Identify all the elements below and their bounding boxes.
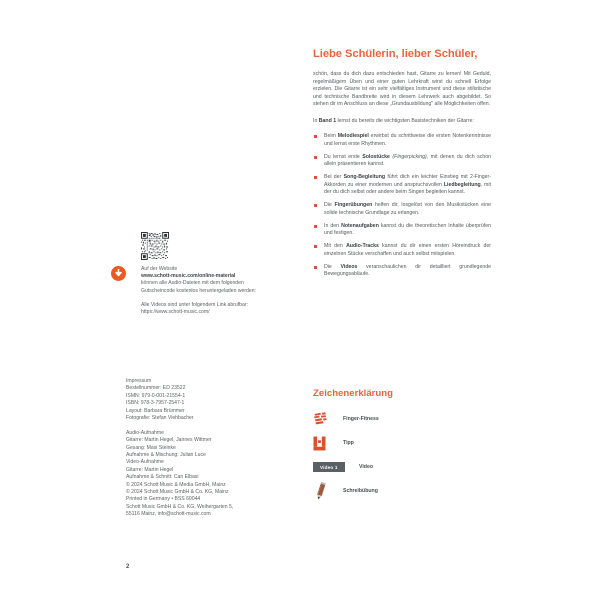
- list-item: [313, 133, 491, 148]
- website-line1: Auf der Website: [141, 266, 178, 272]
- copyright-line: © 2024 Schott Music GmbH & Co. KG, Mainz: [126, 489, 229, 496]
- page-title: Liebe Schülerin, lieber Schüler,: [313, 48, 478, 60]
- list-item-text: Beim: [324, 133, 338, 139]
- list-item-text: (Fingerpicking): [389, 153, 427, 160]
- download-arrow-icon: [111, 266, 126, 281]
- pencil-icon: [313, 481, 343, 501]
- list-item-text: Solostücke: [362, 153, 390, 160]
- impressum-line: ISMN: 979-0-001-21554-1: [126, 392, 186, 399]
- list-item-text: Die: [324, 202, 335, 208]
- list-item-text: kannst du die theoretischen Inhalte überprüfen und festigen.: [324, 222, 492, 236]
- audio-line: Aufnahme & Mischung: Julian Luce: [126, 452, 206, 459]
- video-line: Gitarre: Martin Hegel: [126, 466, 174, 473]
- online-material-block: [126, 232, 294, 316]
- list-item-text: Du lernst erste: [324, 153, 363, 160]
- impressum-block: [126, 378, 294, 519]
- impressum-line: Layout: Barbara Brümmer: [126, 407, 185, 414]
- list-item-text: Fingerübungen: [334, 202, 373, 208]
- video-badge: Video 1: [313, 462, 345, 471]
- list-item-text: Liedbegleitung: [443, 181, 481, 188]
- left-column: [126, 232, 294, 518]
- list-item-text: Notenaufgaben: [341, 222, 379, 229]
- list-item-text: Die: [324, 263, 341, 270]
- list-item-text: Melodiespiel: [337, 133, 369, 139]
- audio-line: Gesang: Maxi Steinke: [126, 444, 176, 451]
- video-heading: Video-Aufnahme: [126, 459, 164, 466]
- legend-item-schreibuebung: [313, 480, 503, 502]
- list-item-text: veranschaulichen dir detailliert grundlegende Bewegungsabläufe.: [324, 263, 491, 277]
- website-line3: können alle Audio-Dateien mit dem folgenden: [141, 280, 244, 287]
- text-gap: [126, 422, 294, 429]
- legend-title: Zeichenerklärung: [313, 388, 393, 399]
- legend-label: Schreibübung: [343, 488, 378, 494]
- legend-label: Finger-Fitness: [343, 416, 379, 422]
- list-item-text: führt dich ein leichter Einstieg mit 2-Finger-Akkorden zu einer modernen und anspruchsvollen: [324, 174, 491, 188]
- list-item: [313, 264, 491, 279]
- list-item: [313, 223, 491, 238]
- list-item-text: Audio-Tracks: [346, 243, 379, 249]
- list-item-text: Bei der: [324, 174, 344, 180]
- list-item-text: , mit der du dich selbst oder andere beim Singen begleiten kannst.: [324, 181, 491, 195]
- online-material-text: [141, 266, 296, 316]
- lead-suffix: lernst du bereits die wichtigsten Basistechniken der Gitarre:: [336, 117, 474, 124]
- videos-url[interactable]: https://www.schott-music.com/: [141, 309, 210, 316]
- copyright-line: 55116 Mainz, info@schott-music.com: [126, 511, 211, 518]
- list-item-text: erwirbst du schrittweise die ersten Notenkenntnisse und lernst erste Rhythmen.: [324, 133, 491, 147]
- lead-bold: Band 1: [318, 117, 337, 124]
- impressum-line: Bestellnummer: ED 23522: [126, 385, 186, 392]
- intro-paragraph: schön, dass du dich dazu entschieden hast, Gitarre zu lernen! Mit Geduld, regelmäßigem Üben und einer guten Lehrkraft wirst du schnell Erfolge erzielen. Die Gitarre ist ein sehr vielfältiges Instrument und diese stilistische und technische Bandbreite wird in diesem Lehrwerk auch abgebildet. So stehen dir im Anschluss an diese „Grundausbildung" alle Möglichkeiten offen.: [313, 71, 491, 107]
- impressum-line: ISBN: 978-3-7957-2547-1: [126, 400, 185, 407]
- list-item: [313, 154, 491, 169]
- legend-section: [313, 388, 503, 504]
- legend-label: Tipp: [343, 440, 354, 446]
- copyright-line: © 2024 Schott Music & Media GmbH, Mainz: [126, 481, 226, 488]
- tipp-bulb-icon: [313, 436, 343, 451]
- lead-prefix: In: [313, 117, 319, 124]
- copyright-line: Schott Music GmbH & Co. KG, Weihergarten 5,: [126, 503, 234, 510]
- qr-code: [141, 232, 169, 260]
- list-item: [313, 174, 491, 197]
- finger-fitness-hand-icon: [313, 412, 343, 426]
- list-item-text: kannst du dir einen ersten Höreindruck der einzelnen Stücke verschaffen und auch selbst mitspielen.: [324, 243, 492, 257]
- list-item-text: Videos: [340, 263, 358, 270]
- website-url[interactable]: www.schott-music.com/online-material: [141, 273, 236, 280]
- page-number: 2: [126, 564, 130, 570]
- feature-bullet-list: [313, 133, 491, 279]
- legend-item-video: [313, 456, 503, 478]
- list-item-text: Mit den: [324, 243, 347, 249]
- lead-paragraph: [313, 118, 491, 126]
- audio-line: Gitarre: Martin Hegel, Jannes Wittmer: [126, 437, 212, 444]
- legend-label: Video: [359, 464, 374, 470]
- video-badge-icon: [313, 462, 359, 471]
- list-item: [313, 202, 491, 217]
- videos-line1: Alle Videos sind unter folgendem Link abrufbar:: [141, 301, 248, 308]
- list-item-text: helfen dir, losgelöst von den Musikstücken eine solide technische Grundlage zu erlangen.: [324, 202, 491, 216]
- text-gap: [141, 295, 296, 302]
- impressum-line: Fotografie: Stefan Viehbacher: [126, 415, 194, 422]
- list-item-text: , mit denen du dich schon allein präsentieren kannst.: [324, 153, 491, 167]
- right-column: [313, 48, 493, 284]
- list-item: [313, 243, 491, 258]
- audio-heading: Audio-Aufnahme: [126, 429, 164, 436]
- list-item-text: Song-Begleitung: [343, 174, 386, 180]
- website-line4: Gutscheincode kostenlos heruntergeladen werden:: [141, 287, 256, 294]
- impressum-title: Impressum: [126, 378, 152, 384]
- copyright-line: Printed in Germany • BSS 60044: [126, 496, 201, 503]
- list-item-text: In den: [324, 222, 342, 229]
- video-line: Aufnahme & Schnitt: Can Elbasi: [126, 474, 199, 481]
- legend-item-finger-fitness: [313, 408, 503, 430]
- legend-item-tipp: [313, 432, 503, 454]
